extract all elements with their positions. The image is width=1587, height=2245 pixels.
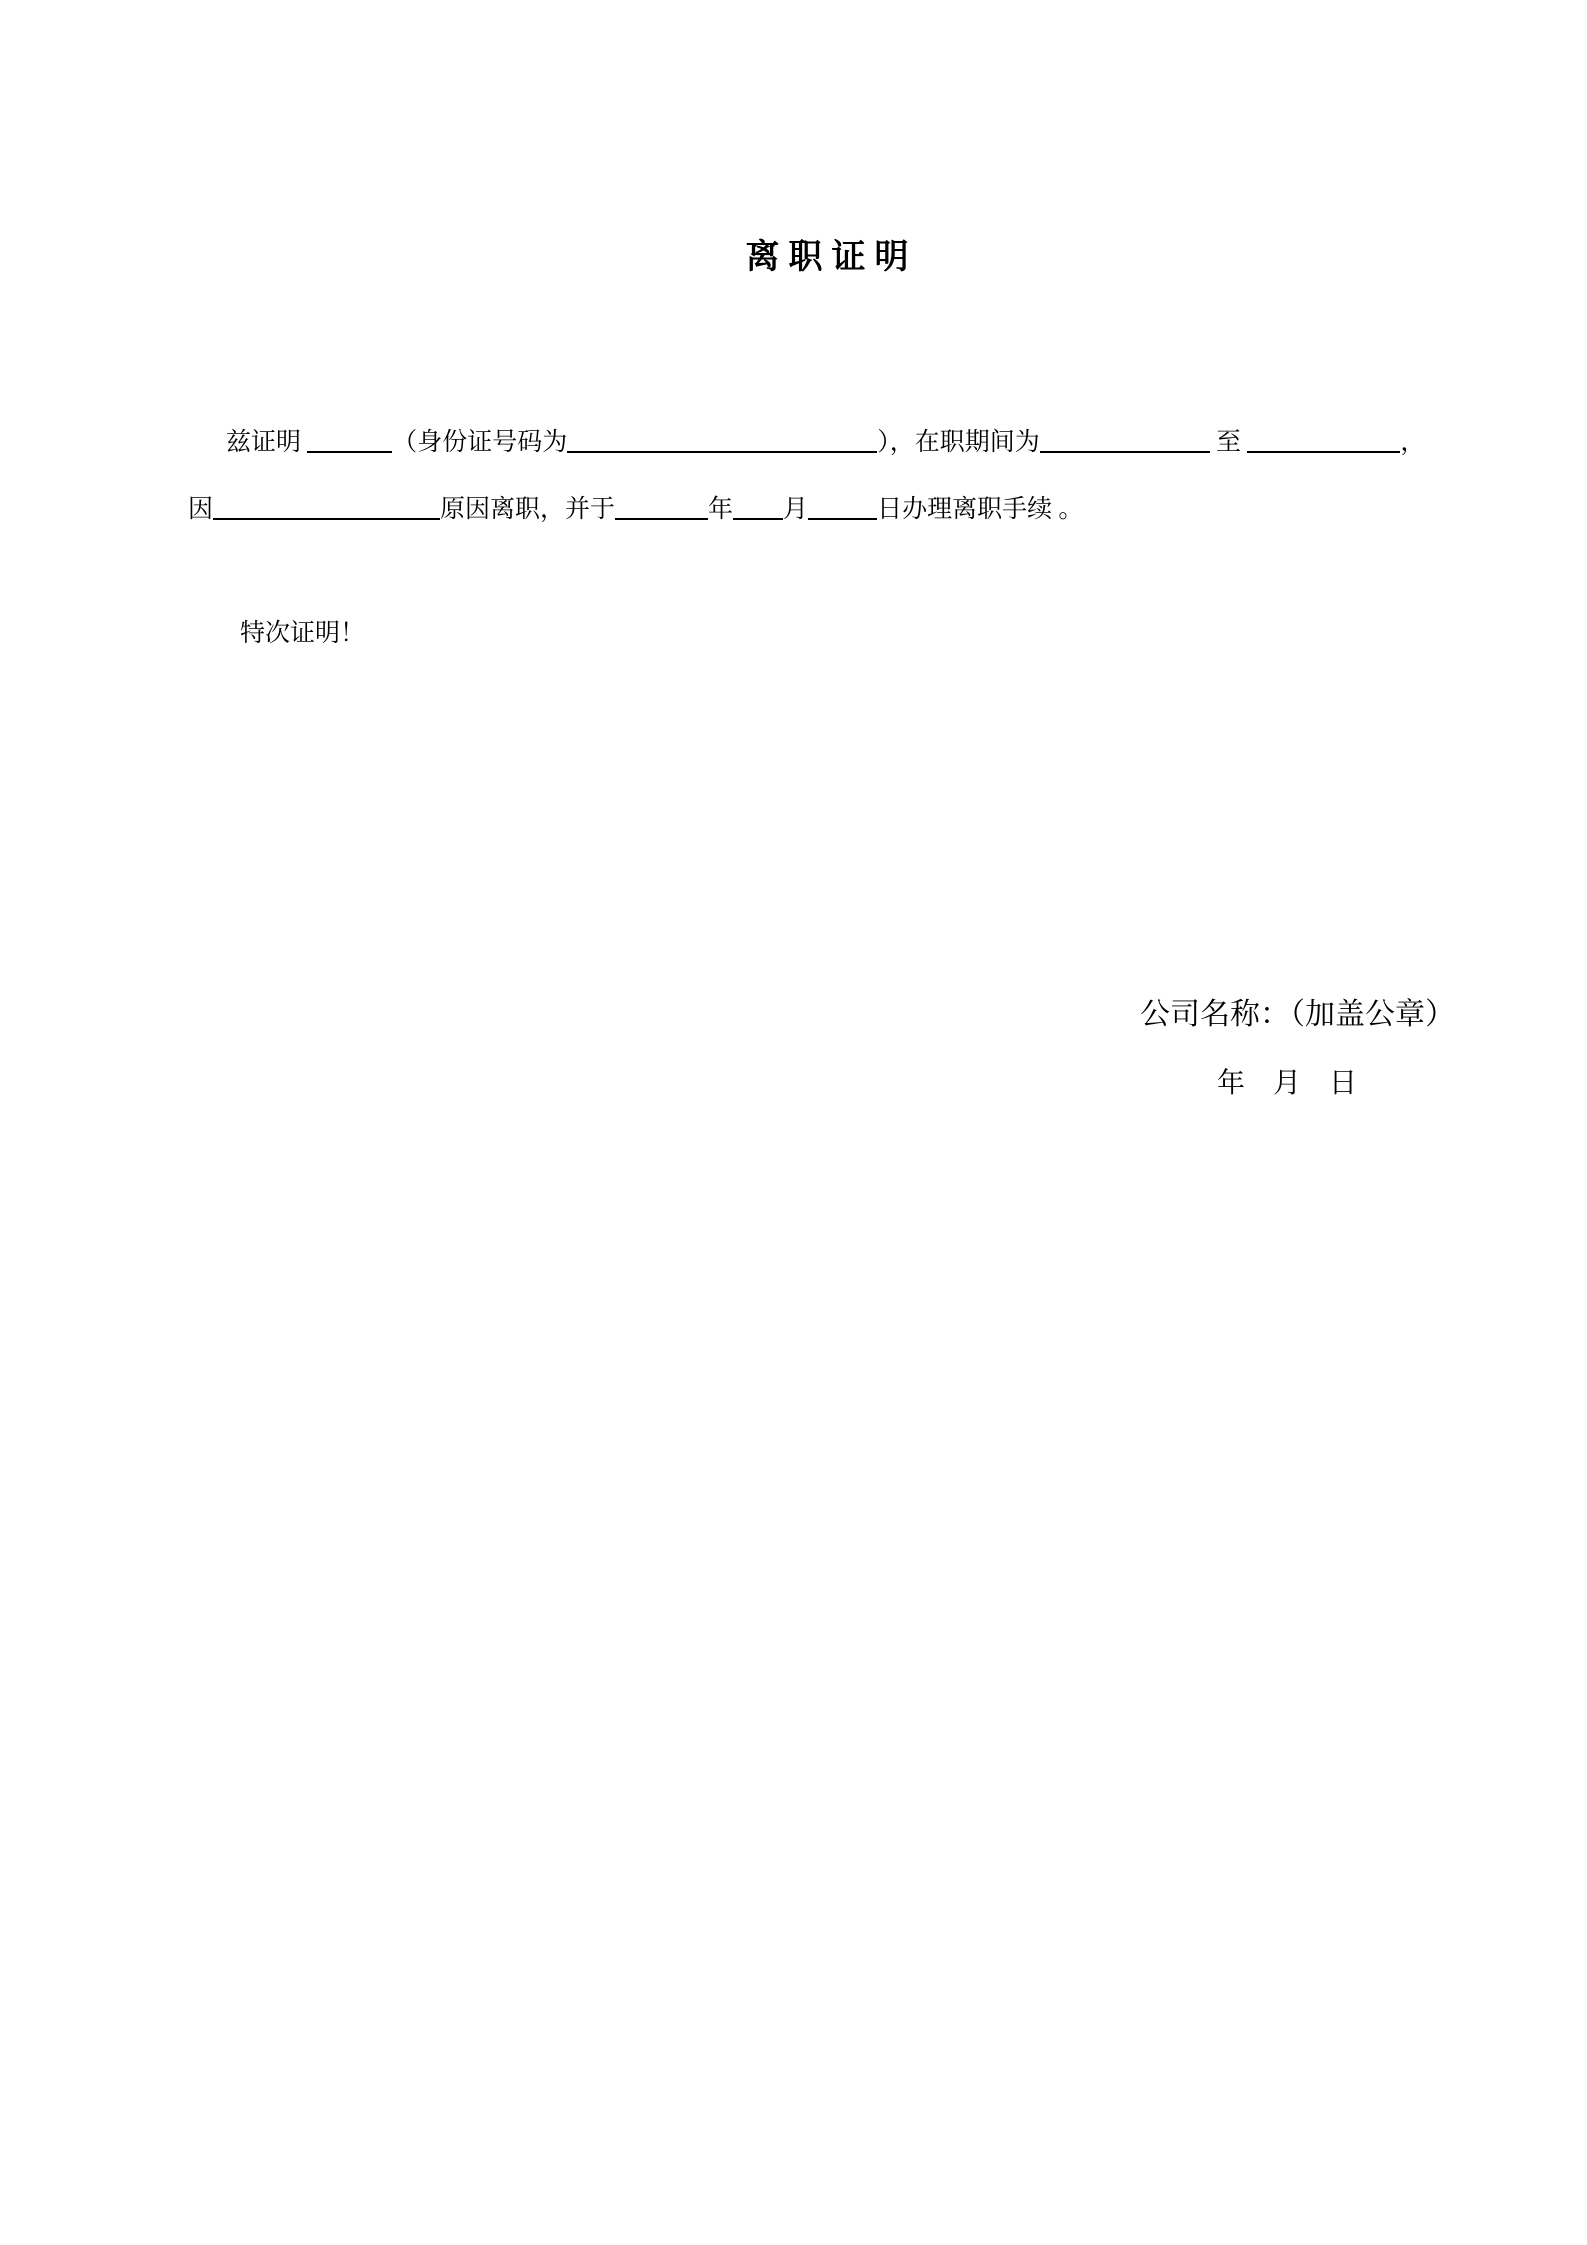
fill-in-blank-line [733, 515, 783, 520]
fill-in-blank-line [615, 515, 708, 520]
fill-in-blank-line [307, 448, 392, 453]
body-paragraph [188, 409, 1527, 543]
fill-in-blank-line [213, 515, 440, 520]
paragraph-line-1 [188, 409, 1527, 476]
document-title: 离职证明 [745, 239, 918, 276]
paragraph-text-segment: 月 [783, 496, 809, 523]
paragraph-text-segment: 兹证明 [226, 429, 308, 456]
paragraph-text-segment: ），在职期间为 [877, 429, 1040, 456]
fill-in-blank-line [567, 448, 877, 453]
paragraph-text-segment: 日办理离职手续 。 [877, 496, 1084, 523]
paragraph-text-segment: 至 [1209, 429, 1248, 456]
paragraph-text-segment: 因 [188, 496, 214, 523]
paragraph-text-segment: 原因离职，并于 [440, 496, 616, 523]
fill-in-blank-line [808, 515, 877, 520]
paragraph-line-2 [188, 476, 1527, 543]
paragraph-text-segment: ， [1400, 429, 1426, 456]
fill-in-blank-line [1247, 448, 1400, 453]
paragraph-text-segment: （身份证号码为 [392, 429, 568, 456]
signature-date-line: 年 月 日 [1216, 1068, 1357, 1099]
paragraph-text-segment: 年 [708, 496, 734, 523]
company-seal-line: 公司名称：（加盖公章） [1140, 998, 1455, 1031]
closing-statement: 特次证明！ [240, 620, 366, 647]
fill-in-blank-line [1040, 448, 1210, 453]
